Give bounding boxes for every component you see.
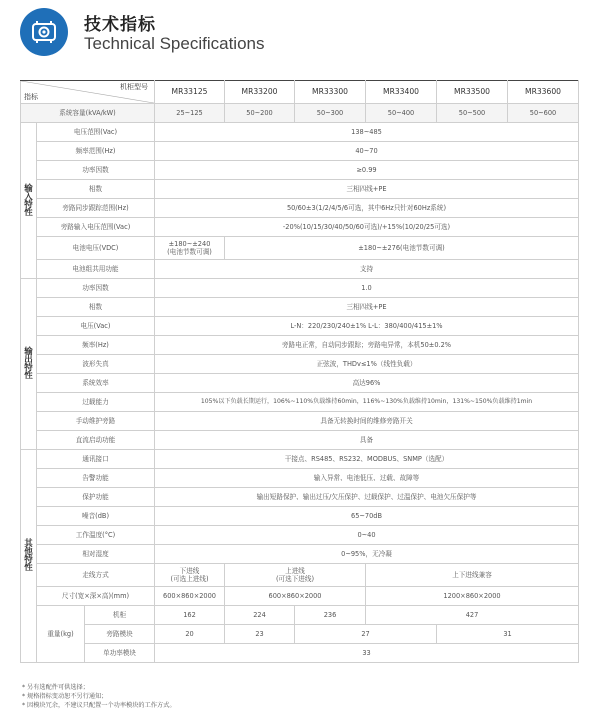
footnote: * 另有选配件可供选择； <box>22 684 89 691</box>
row-label: 波形失真 <box>37 355 155 374</box>
row-label: 功率因数 <box>37 279 155 298</box>
spec-table <box>20 80 579 663</box>
table-row <box>21 355 579 374</box>
cell-value: 600×860×2000 <box>225 587 366 606</box>
cell-value: 0~40 <box>155 526 579 545</box>
corner-label-spec: 指标 <box>24 93 38 101</box>
cell-value: 20 <box>155 625 225 644</box>
cell-value: 65~70dB <box>155 507 579 526</box>
row-label: 功率因数 <box>37 161 155 180</box>
cell-value: 高达96% <box>155 374 579 393</box>
table-row <box>21 199 579 218</box>
table-row <box>21 123 579 142</box>
table-row <box>21 317 579 336</box>
cell-value: 输出短路保护、输出过压/欠压保护、过载保护、过温保护、电池欠压保护等 <box>155 488 579 507</box>
footnote: * 因模块冗余，不建议只配置一个功率模块的工作方式。 <box>22 702 176 709</box>
table-row <box>21 526 579 545</box>
model-header: MR33500 <box>437 81 508 104</box>
table-row <box>21 393 579 412</box>
table-row <box>21 142 579 161</box>
group-other: 其他特性 <box>21 450 37 663</box>
sub-label: 旁路模块 <box>85 625 155 644</box>
ups-gear-icon <box>20 8 68 56</box>
capacity-row <box>21 104 579 123</box>
table-row <box>21 644 579 663</box>
group-input: 输入特性 <box>21 123 37 279</box>
row-label: 频率(Hz) <box>37 336 155 355</box>
cell-value: 427 <box>366 606 579 625</box>
cell-value: 33 <box>155 644 579 663</box>
row-label: 噪音(dB) <box>37 507 155 526</box>
row-label: 保护功能 <box>37 488 155 507</box>
cell-value: 50~500 <box>437 104 508 123</box>
table-row <box>21 260 579 279</box>
row-label: 旁路输入电压范围(Vac) <box>37 218 155 237</box>
footnote: * 规格指标变动恕不另行通知； <box>22 693 108 700</box>
cell-value: 25~125 <box>155 104 225 123</box>
model-header: MR33200 <box>225 81 295 104</box>
cell-value: 输入异常、电池低压、过载、故障等 <box>155 469 579 488</box>
footnotes <box>22 683 176 710</box>
cell-value: 50~600 <box>508 104 579 123</box>
header-row <box>21 81 579 104</box>
row-label: 电池组共用功能 <box>37 260 155 279</box>
cell-value: 31 <box>437 625 579 644</box>
cell-value: 具备 <box>155 431 579 450</box>
cell-value: 1.0 <box>155 279 579 298</box>
model-header: MR33125 <box>155 81 225 104</box>
row-label: 告警功能 <box>37 469 155 488</box>
table-row <box>21 279 579 298</box>
corner-label-model: 机柜型号 <box>120 83 149 91</box>
row-label: 重量(kg) <box>37 606 85 663</box>
row-label: 电压范围(Vac) <box>37 123 155 142</box>
cell-value: ±180~±276(电池节数可调) <box>225 237 579 260</box>
row-label: 通讯接口 <box>37 450 155 469</box>
group-output: 输出特性 <box>21 279 37 450</box>
row-label: 尺寸(宽×深×高)(mm) <box>37 587 155 606</box>
table-row <box>21 545 579 564</box>
cell-value: 224 <box>225 606 295 625</box>
corner-cell <box>21 81 155 104</box>
cell-value: 105%以下负载长期运行，106%~110%负载维持60min，116%~130%负载维持10min，131%~150%负载维持1min <box>155 393 579 412</box>
row-label: 直流启动功能 <box>37 431 155 450</box>
cell-value: 具备无转换时间的维修旁路开关 <box>155 412 579 431</box>
row-label: 工作温度(°C) <box>37 526 155 545</box>
cell-value: -20%(10/15/30/40/50/60可选)/+15%(10/20/25可选) <box>155 218 579 237</box>
cell-value: 600×860×2000 <box>155 587 225 606</box>
cell-value: 0~95%，无冷凝 <box>155 545 579 564</box>
row-label: 手动维护旁路 <box>37 412 155 431</box>
cell-value: 50~300 <box>295 104 366 123</box>
cell-value: ≥0.99 <box>155 161 579 180</box>
row-label: 旁路同步跟踪范围(Hz) <box>37 199 155 218</box>
model-header: MR33400 <box>366 81 437 104</box>
cell-value: L-N：220/230/240±1% L-L：380/400/415±1% <box>155 317 579 336</box>
row-label: 走线方式 <box>37 564 155 587</box>
row-label: 系统效率 <box>37 374 155 393</box>
table-row <box>21 180 579 199</box>
cell-value: 上进线 (可选下进线) <box>225 564 366 587</box>
cell-value: 三相四线+PE <box>155 180 579 199</box>
page-title-en: Technical Specifications <box>84 34 265 53</box>
cell-value: 干接点、RS485、RS232、MODBUS、SNMP（选配） <box>155 450 579 469</box>
row-label: 相数 <box>37 298 155 317</box>
cell-value: 1200×860×2000 <box>366 587 579 606</box>
table-row <box>21 469 579 488</box>
row-label: 系统容量(kVA/kW) <box>21 104 155 123</box>
model-header: MR33300 <box>295 81 366 104</box>
cell-value: 138~485 <box>155 123 579 142</box>
row-label: 过载能力 <box>37 393 155 412</box>
table-row <box>21 431 579 450</box>
cell-value: 下进线 (可选上进线) <box>155 564 225 587</box>
table-row <box>21 625 579 644</box>
table-row <box>21 374 579 393</box>
header <box>18 6 578 66</box>
table-row <box>21 606 579 625</box>
cell-value: 支持 <box>155 260 579 279</box>
table-row <box>21 298 579 317</box>
sub-label: 机柜 <box>85 606 155 625</box>
table-row <box>21 237 579 260</box>
table-row <box>21 412 579 431</box>
cell-value: 上下进线兼容 <box>366 564 579 587</box>
table-row <box>21 507 579 526</box>
table-row <box>21 336 579 355</box>
row-label: 相数 <box>37 180 155 199</box>
row-label: 相对湿度 <box>37 545 155 564</box>
cell-value: 162 <box>155 606 225 625</box>
table-row <box>21 161 579 180</box>
cell-value: 50~200 <box>225 104 295 123</box>
cell-value: 40~70 <box>155 142 579 161</box>
row-label: 电压(Vac) <box>37 317 155 336</box>
cell-value: 旁路电正常，自动同步跟踪；旁路电异常，本机50±0.2% <box>155 336 579 355</box>
cell-value: 236 <box>295 606 366 625</box>
sub-label: 单功率模块 <box>85 644 155 663</box>
cell-value: ±180~±240 (电池节数可调) <box>155 237 225 260</box>
table-row <box>21 564 579 587</box>
row-label: 频率范围(Hz) <box>37 142 155 161</box>
cell-value: 27 <box>295 625 437 644</box>
cell-value: 50/60±3(1/2/4/5/6可选，其中6Hz只针对60Hz系统) <box>155 199 579 218</box>
table-row <box>21 587 579 606</box>
cell-value: 三相四线+PE <box>155 298 579 317</box>
cell-value: 50~400 <box>366 104 437 123</box>
cell-value: 23 <box>225 625 295 644</box>
page-title-cn: 技术指标 <box>84 15 156 35</box>
table-row <box>21 218 579 237</box>
table-row <box>21 450 579 469</box>
cell-value: 正弦波，THDv≤1%（线性负载） <box>155 355 579 374</box>
row-label: 电池电压(VDC) <box>37 237 155 260</box>
model-header: MR33600 <box>508 81 579 104</box>
table-row <box>21 488 579 507</box>
